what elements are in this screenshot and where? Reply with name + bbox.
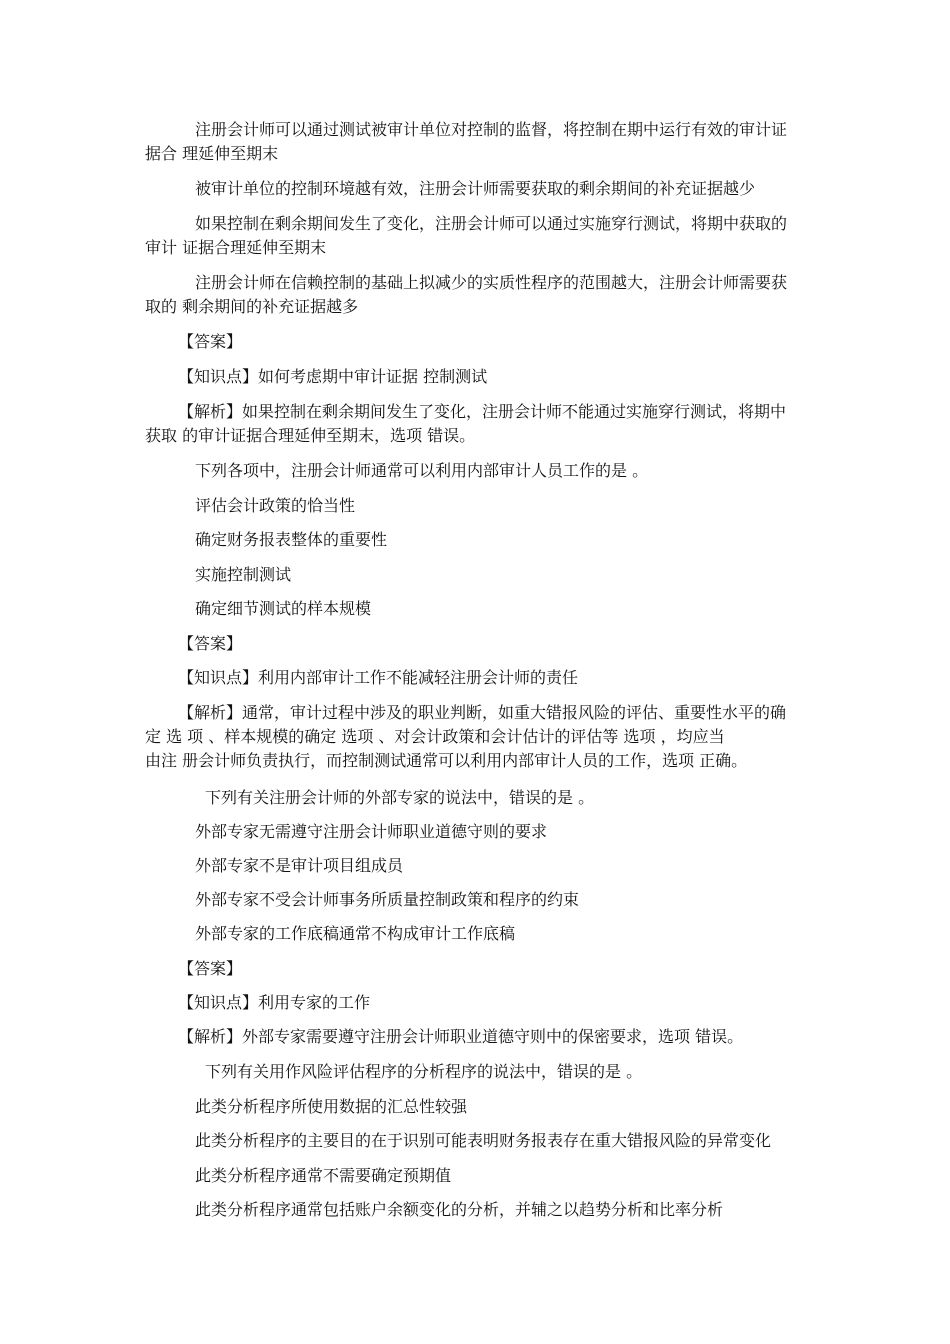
q2-option-c: 实施控制测试: [195, 565, 292, 584]
q4-option-c: 此类分析程序通常不需要确定预期值: [195, 1166, 452, 1185]
q4-stem: 下列有关用作风险评估程序的分析程序的说法中，错误的是 。: [205, 1062, 643, 1081]
q1-knowledge-point: 【知识点】如何考虑期中审计证据 控制测试: [178, 367, 488, 386]
q1-analysis-line2: 获取 的审计证据合理延伸至期末，选项 错误。: [145, 426, 476, 445]
q4-option-a: 此类分析程序所使用数据的汇总性较强: [195, 1097, 468, 1116]
q3-option-c: 外部专家不受会计师事务所质量控制政策和程序的约束: [195, 890, 580, 909]
q2-option-d: 确定细节测试的样本规模: [195, 599, 372, 618]
q3-option-d: 外部专家的工作底稿通常不构成审计工作底稿: [195, 924, 516, 943]
q1-option-a-line2: 据合 理延伸至期末: [145, 144, 279, 163]
q2-option-a: 评估会计政策的恰当性: [195, 496, 356, 515]
q4-option-b: 此类分析程序的主要目的在于识别可能表明财务报表存在重大错报风险的异常变化: [195, 1131, 772, 1150]
q2-analysis-line2: 定 选 项 、样本规模的确定 选项 、对会计政策和会计估计的评估等 选项 ，均应当: [145, 727, 725, 746]
q3-stem: 下列有关注册会计师的外部专家的说法中，错误的是 。: [205, 788, 595, 807]
q1-option-b: 被审计单位的控制环境越有效，注册会计师需要获取的剩余期间的补充证据越少: [195, 179, 756, 198]
q2-option-b: 确定财务报表整体的重要性: [195, 530, 388, 549]
q3-analysis: 【解析】外部专家需要遵守注册会计师职业道德守则中的保密要求，选项 错误。: [178, 1027, 744, 1046]
q1-answer-label: 【答案】: [178, 332, 243, 351]
q4-option-d: 此类分析程序通常包括账户余额变化的分析，并辅之以趋势分析和比率分析: [195, 1200, 724, 1219]
q2-analysis-line1: 【解析】通常，审计过程中涉及的职业判断，如重大错报风险的评估、重要性水平的确: [178, 703, 787, 722]
q1-option-c-line1: 如果控制在剩余期间发生了变化，注册会计师可以通过实施穿行测试，将期中获取的: [195, 214, 788, 233]
q3-knowledge-point: 【知识点】利用专家的工作: [178, 993, 371, 1012]
q1-option-a-line1: 注册会计师可以通过测试被审计单位对控制的监督，将控制在期中运行有效的审计证: [195, 120, 788, 139]
q2-answer-label: 【答案】: [178, 634, 243, 653]
q2-stem: 下列各项中，注册会计师通常可以利用内部审计人员工作的是 。: [195, 461, 649, 480]
q1-option-d-line1: 注册会计师在信赖控制的基础上拟减少的实质性程序的范围越大，注册会计师需要获: [195, 273, 788, 292]
q2-knowledge-point: 【知识点】利用内部审计工作不能减轻注册会计师的责任: [178, 668, 579, 687]
q2-analysis-line3: 由注 册会计师负责执行，而控制测试通常可以利用内部审计人员的工作，选项 正确。: [145, 751, 748, 770]
q3-answer-label: 【答案】: [178, 959, 243, 978]
q1-option-c-line2: 审计 证据合理延伸至期末: [145, 238, 327, 257]
q1-analysis-line1: 【解析】如果控制在剩余期间发生了变化，注册会计师不能通过实施穿行测试，将期中: [178, 402, 787, 421]
q3-option-b: 外部专家不是审计项目组成员: [195, 856, 404, 875]
q3-option-a: 外部专家无需遵守注册会计师职业道德守则的要求: [195, 822, 548, 841]
q1-option-d-line2: 取的 剩余期间的补充证据越多: [145, 297, 359, 316]
